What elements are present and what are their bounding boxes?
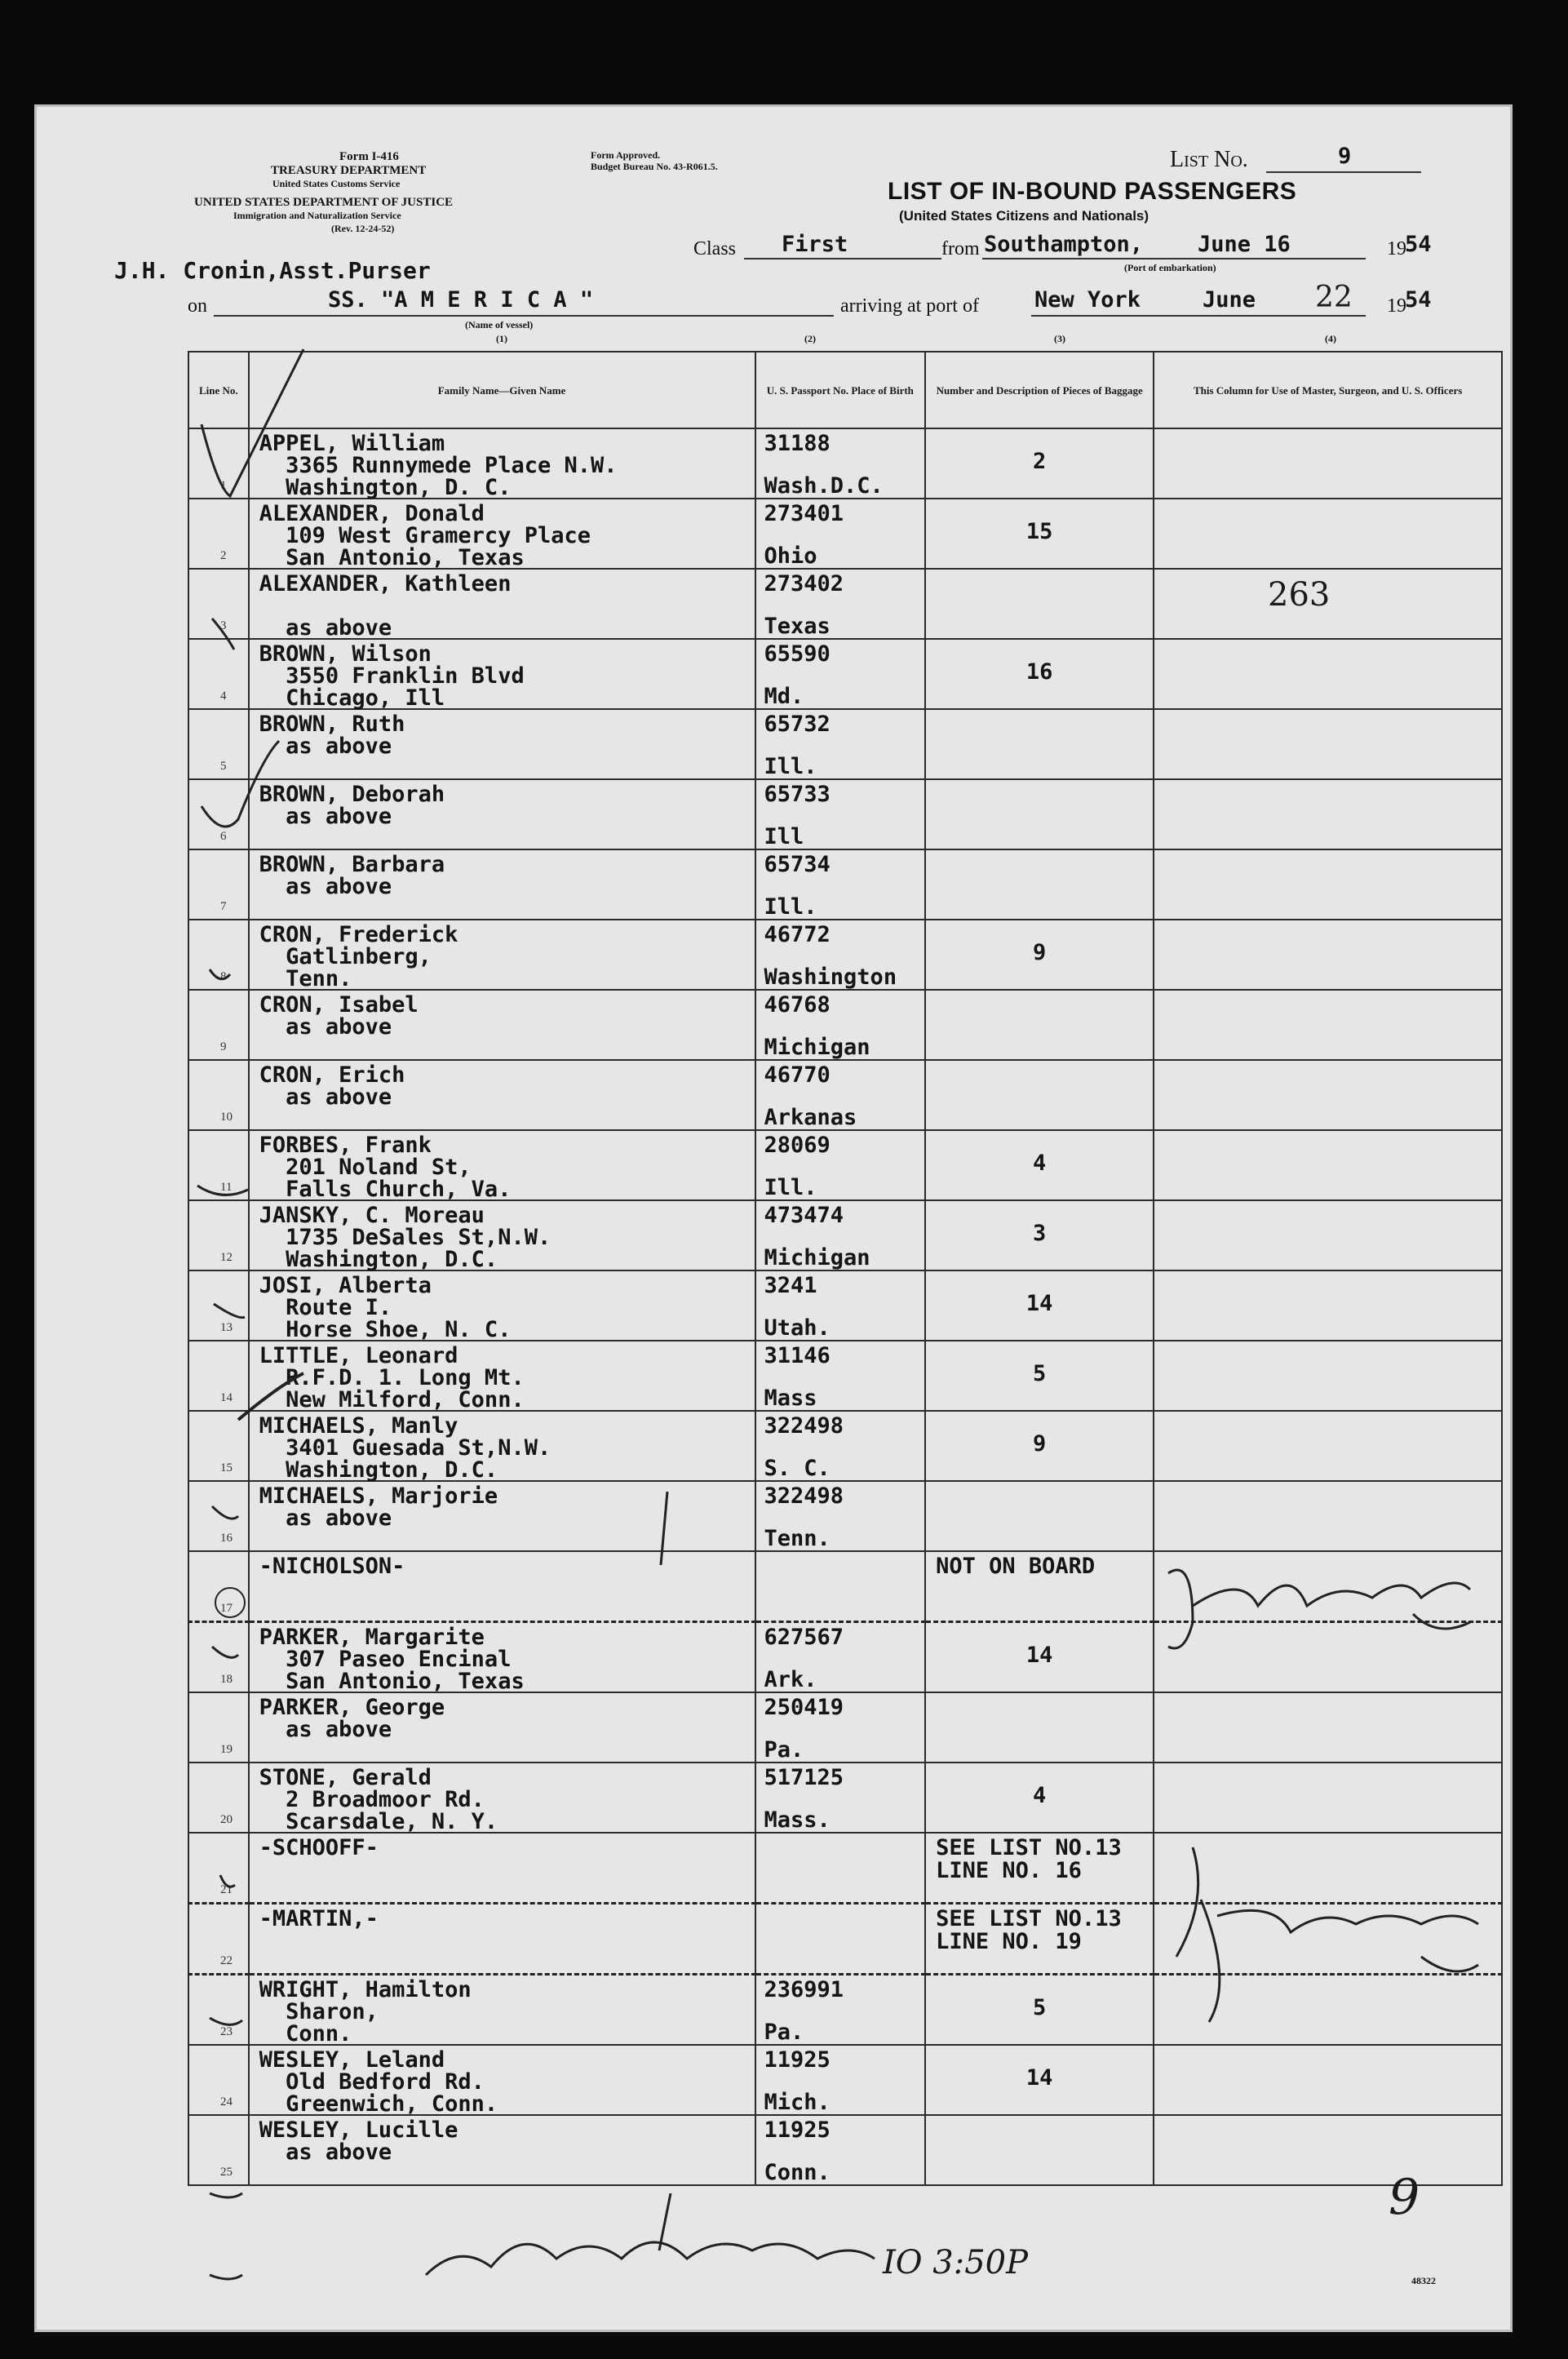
passenger-name: PARKER, Margarite — [259, 1625, 485, 1650]
passenger-address-line: New Milford, Conn. — [259, 1387, 525, 1412]
baggage-count: SEE LIST NO.13 LINE NO. 19 — [936, 1906, 1122, 1954]
line-number: 16 — [220, 1532, 233, 1545]
line-number: 2 — [220, 549, 227, 562]
year2-suffix: 54 — [1405, 287, 1432, 313]
place-of-birth: Wash.D.C. — [764, 473, 884, 499]
treasury-dept: TREASURY DEPARTMENT — [271, 164, 427, 177]
baggage-count: SEE LIST NO.13 LINE NO. 16 — [936, 1835, 1122, 1883]
line-number: 21 — [220, 1883, 233, 1896]
place-of-birth: Pa. — [764, 2020, 804, 2045]
place-of-birth: Mass. — [764, 1807, 831, 1833]
passport-number: 65734 — [764, 852, 831, 877]
passenger-address-line: as above — [259, 1505, 392, 1531]
passenger-name: BROWN, Wilson — [259, 641, 432, 667]
passenger-name: ALEXANDER, Kathleen — [259, 571, 512, 596]
passenger-name: LITTLE, Leonard — [259, 1343, 458, 1368]
passport-number: 65732 — [764, 712, 831, 737]
passport-number: 11925 — [764, 2117, 831, 2143]
immigration-service: Immigration and Naturalization Service — [233, 210, 401, 221]
passenger-name: CRON, Frederick — [259, 922, 458, 947]
officer-note-263: 263 — [1268, 576, 1331, 614]
baggage-count: 14 — [1025, 1291, 1053, 1316]
place-of-birth: Arkanas — [764, 1105, 857, 1130]
passenger-address-line: Tenn. — [259, 966, 352, 991]
line-number: 7 — [220, 900, 227, 913]
purser-name: J.H. Cronin,Asst.Purser — [114, 257, 431, 284]
passenger-address-line: San Antonio, Texas — [259, 545, 525, 570]
passport-number: 46772 — [764, 922, 831, 947]
line-number: 25 — [220, 2166, 233, 2179]
year2-prefix: 19 — [1387, 295, 1406, 317]
place-of-birth: Ill. — [764, 1175, 817, 1200]
list-number: 9 — [1338, 144, 1352, 169]
baggage-count: 5 — [1033, 1361, 1047, 1386]
passenger-address-line: San Antonio, Texas — [259, 1669, 525, 1694]
line-number: 4 — [220, 690, 227, 703]
place-of-birth: Ark. — [764, 1667, 817, 1692]
passport-number: 65590 — [764, 641, 831, 667]
passenger-address-line: Washington, D.C. — [259, 1457, 498, 1483]
passenger-address-line: as above — [259, 615, 392, 641]
on-label: on — [188, 295, 207, 317]
passport-number: 473474 — [764, 1203, 844, 1228]
line-number: 17 — [220, 1602, 233, 1615]
place-of-birth: Utah. — [764, 1315, 831, 1341]
baggage-header: Number and Description of Pieces of Baggage — [925, 352, 1154, 428]
passport-number: 250419 — [764, 1695, 844, 1720]
place-of-birth: Michigan — [764, 1245, 870, 1270]
passenger-address-line: Falls Church, Va. — [259, 1177, 512, 1202]
line-number: 13 — [220, 1321, 233, 1334]
place-of-birth: Pa. — [764, 1737, 804, 1763]
passenger-name: FORBES, Frank — [259, 1133, 432, 1158]
baggage-count: 3 — [1033, 1221, 1047, 1246]
place-of-birth: Tenn. — [764, 1526, 831, 1551]
baggage-count: 15 — [1025, 519, 1053, 544]
class-label: Class — [693, 238, 737, 259]
class-value: First — [782, 232, 848, 257]
passenger-address-line: 109 West Gramercy Place — [259, 523, 591, 548]
passenger-address-line: 1735 DeSales St,N.W. — [259, 1225, 551, 1250]
embarkation-date: June 16 — [1198, 232, 1291, 257]
passenger-address-line: Conn. — [259, 2021, 352, 2046]
justice-dept: UNITED STATES DEPARTMENT OF JUSTICE — [194, 196, 454, 209]
passenger-name: -NICHOLSON- — [259, 1554, 405, 1579]
passenger-name: BROWN, Deborah — [259, 782, 445, 807]
line-number: 20 — [220, 1813, 233, 1826]
from-label: from — [941, 238, 980, 259]
line-number: 5 — [220, 760, 227, 773]
passenger-address-line: 3365 Runnymede Place N.W. — [259, 453, 618, 478]
budget-bureau: Budget Bureau No. 43-R061.5. — [591, 161, 718, 172]
passport-number: 322498 — [764, 1483, 844, 1509]
arrival-day: 22 — [1315, 281, 1353, 314]
place-of-birth: Washington — [764, 964, 897, 990]
line-number: 18 — [220, 1673, 233, 1686]
passport-number: 46770 — [764, 1062, 831, 1088]
baggage-count: NOT ON BOARD — [936, 1554, 1096, 1579]
line-number: 8 — [220, 970, 227, 983]
passenger-address-line: 3550 Franklin Blvd — [259, 663, 525, 689]
document-title: LIST OF IN-BOUND PASSENGERS — [888, 178, 1297, 205]
passenger-name: -SCHOOFF- — [259, 1835, 379, 1860]
passenger-address-line: as above — [259, 1084, 392, 1110]
passport-number: 28069 — [764, 1133, 831, 1158]
arrival-port: New York — [1034, 287, 1141, 313]
passenger-address-line: as above — [259, 1014, 392, 1040]
line-number: 19 — [220, 1743, 233, 1756]
passenger-name: WRIGHT, Hamilton — [259, 1977, 472, 2002]
place-of-birth: Ohio — [764, 543, 817, 569]
column-1-number: (1) — [496, 333, 507, 344]
arrival-month: June — [1203, 287, 1256, 313]
line-number: 14 — [220, 1391, 233, 1404]
passport-number: 273402 — [764, 571, 844, 596]
place-of-birth: Ill. — [764, 894, 817, 920]
passenger-address-line: 3401 Guesada St,N.W. — [259, 1435, 551, 1461]
passenger-address-line: as above — [259, 1717, 392, 1742]
line-number: 1 — [220, 479, 227, 492]
passenger-address-line: Greenwich, Conn. — [259, 2091, 498, 2117]
passport-number: 273401 — [764, 501, 844, 526]
passenger-address-line: Route I. — [259, 1295, 392, 1320]
passenger-name: APPEL, William — [259, 431, 445, 456]
passenger-address-line: Sharon, — [259, 1999, 379, 2024]
passenger-address-line: 2 Broadmoor Rd. — [259, 1787, 485, 1812]
port-embarkation-caption: (Port of embarkation) — [1124, 262, 1216, 273]
passenger-name: BROWN, Barbara — [259, 852, 445, 877]
passport-number: 31146 — [764, 1343, 831, 1368]
line-number: 12 — [220, 1251, 233, 1264]
form-approved: Form Approved. — [591, 149, 661, 161]
baggage-count: 5 — [1033, 1995, 1047, 2020]
arriving-label: arriving at port of — [840, 295, 979, 317]
corner-mark: 9 — [1389, 2169, 1420, 2226]
passport-number: 46768 — [764, 992, 831, 1018]
line-no-header: Line No. — [188, 352, 249, 428]
passport-number: 11925 — [764, 2047, 831, 2073]
line-number: 24 — [220, 2095, 233, 2108]
passenger-name: STONE, Gerald — [259, 1765, 432, 1790]
line-number: 10 — [220, 1111, 233, 1124]
year-suffix: 54 — [1405, 232, 1432, 257]
passport-number: 65733 — [764, 782, 831, 807]
passenger-address-line: 307 Paseo Encinal — [259, 1647, 512, 1672]
revision: (Rev. 12-24-52) — [331, 223, 395, 234]
passenger-name: ALEXANDER, Donald — [259, 501, 485, 526]
customs-service: United States Customs Service — [272, 178, 401, 189]
column-2-number: (2) — [804, 333, 816, 344]
passenger-name: MICHAELS, Manly — [259, 1413, 458, 1439]
passenger-name: BROWN, Ruth — [259, 712, 405, 737]
passenger-name: PARKER, George — [259, 1695, 445, 1720]
passenger-name: -MARTIN,- — [259, 1906, 379, 1931]
passport-number: 322498 — [764, 1413, 844, 1439]
line-number: 9 — [220, 1040, 227, 1053]
passenger-name: JOSI, Alberta — [259, 1273, 432, 1298]
place-of-birth: Ill. — [764, 754, 817, 779]
handwritten-marks — [34, 104, 1513, 2332]
baggage-count: 4 — [1033, 1151, 1047, 1176]
passenger-address-line: as above — [259, 734, 392, 759]
line-number: 3 — [220, 619, 227, 632]
vessel-caption: (Name of vessel) — [465, 319, 534, 330]
year-prefix: 19 — [1387, 238, 1406, 259]
column-4-number: (4) — [1325, 333, 1336, 344]
passenger-name: CRON, Isabel — [259, 992, 419, 1018]
passenger-address-line: Washington, D. C. — [259, 475, 512, 500]
place-of-birth: Michigan — [764, 1035, 870, 1060]
name-header: Family Name—Given Name — [249, 352, 755, 428]
passport-number: 517125 — [764, 1765, 844, 1790]
passenger-address-line: Chicago, Ill — [259, 685, 445, 711]
document-subtitle: (United States Citizens and Nationals) — [899, 208, 1149, 224]
passenger-name: WESLEY, Leland — [259, 2047, 445, 2073]
place-of-birth: Ill — [764, 824, 804, 849]
place-of-birth: Mich. — [764, 2090, 831, 2115]
form-number: Form I-416 — [339, 150, 399, 163]
embarkation-port: Southampton, — [984, 232, 1144, 257]
passenger-address-line: 201 Noland St, — [259, 1155, 472, 1180]
passport-number: 627567 — [764, 1625, 844, 1650]
passenger-address-line: Scarsdale, N. Y. — [259, 1809, 498, 1834]
line-number: 6 — [220, 830, 227, 843]
column-3-number: (3) — [1054, 333, 1065, 344]
passport-header: U. S. Passport No. Place of Birth — [755, 352, 926, 428]
baggage-count: 14 — [1025, 2065, 1053, 2091]
passenger-address-line: R.F.D. 1. Long Mt. — [259, 1365, 525, 1390]
place-of-birth: S. C. — [764, 1456, 831, 1481]
line-number: 22 — [220, 1954, 233, 1967]
baggage-count: 9 — [1033, 1431, 1047, 1457]
passenger-address-line: Washington, D.C. — [259, 1247, 498, 1272]
baggage-count: 16 — [1025, 659, 1053, 685]
passenger-manifest-page — [34, 104, 1513, 2332]
passenger-name: WESLEY, Lucille — [259, 2117, 458, 2143]
passenger-address-line: Old Bedford Rd. — [259, 2069, 485, 2095]
officers-header: This Column for Use of Master, Surgeon, and U. S. Officers — [1154, 352, 1502, 428]
baggage-count: 14 — [1025, 1643, 1053, 1668]
list-no-label: List No. — [1170, 147, 1248, 172]
line-number: 23 — [220, 2025, 233, 2038]
passenger-name: CRON, Erich — [259, 1062, 405, 1088]
passenger-address-line: as above — [259, 804, 392, 829]
bottom-handwritten-note: IO 3:50P — [883, 2244, 1029, 2281]
passport-number: 3241 — [764, 1273, 817, 1298]
place-of-birth: Mass — [764, 1386, 817, 1411]
passenger-name: MICHAELS, Marjorie — [259, 1483, 498, 1509]
place-of-birth: Texas — [764, 614, 831, 639]
passport-number: 236991 — [764, 1977, 844, 2002]
passport-number: 31188 — [764, 431, 831, 456]
passenger-address-line: Gatlinberg, — [259, 944, 432, 969]
line-number: 15 — [220, 1461, 233, 1474]
passenger-address-line: as above — [259, 874, 392, 899]
baggage-count: 9 — [1033, 940, 1047, 965]
line-number: 11 — [220, 1181, 233, 1194]
vessel-name: SS. "A M E R I C A " — [328, 287, 594, 313]
form-code: 48322 — [1411, 2275, 1436, 2286]
baggage-count: 2 — [1033, 449, 1047, 474]
passenger-address-line: as above — [259, 2140, 392, 2165]
place-of-birth: Conn. — [764, 2160, 831, 2185]
place-of-birth: Md. — [764, 684, 804, 709]
baggage-count: 4 — [1033, 1783, 1047, 1808]
passenger-name: JANSKY, C. Moreau — [259, 1203, 485, 1228]
passenger-address-line: Horse Shoe, N. C. — [259, 1317, 512, 1342]
